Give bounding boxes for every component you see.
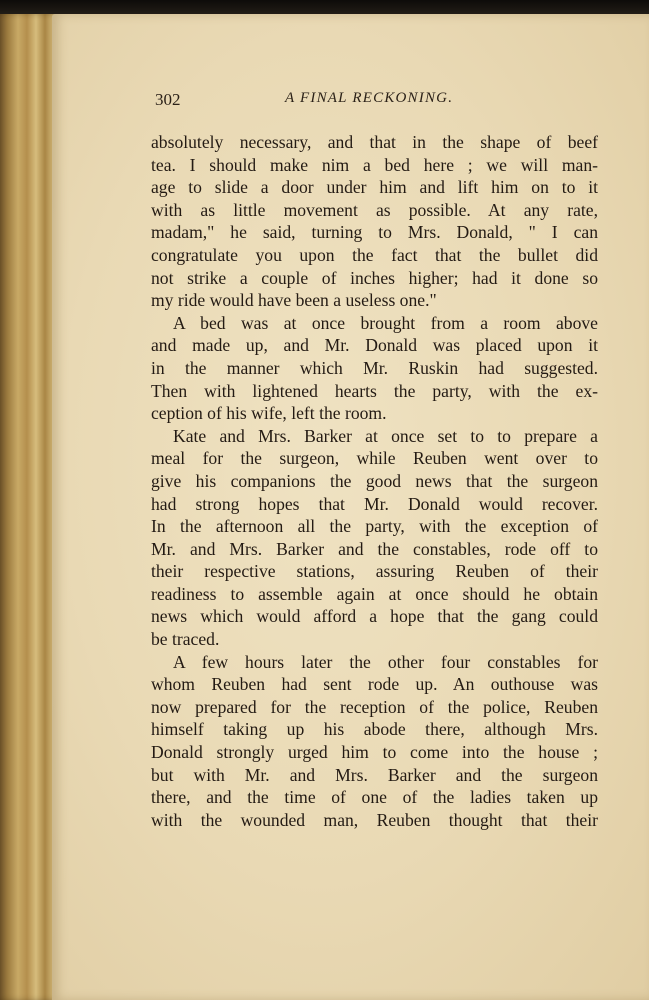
- text-line: congratulate you upon the fact that the bullet did: [151, 244, 598, 265]
- text-line: my ride would have been a useless one.": [151, 290, 437, 311]
- text-line: give his companions the good news that the surgeon: [151, 470, 598, 491]
- page-number: 302: [155, 90, 181, 109]
- text-line: there, and the time of one of the ladies taken up: [151, 787, 598, 808]
- paragraph: [151, 131, 598, 312]
- paragraph: [151, 425, 598, 651]
- text-line: readiness to assemble again at once should he obtain: [151, 583, 598, 604]
- text-line: be traced.: [151, 629, 220, 650]
- text-line: himself taking up his abode there, although Mrs.: [151, 719, 598, 740]
- text-line: now prepared for the reception of the police, Reuben: [151, 696, 598, 717]
- text-line: ception of his wife, left the room.: [151, 403, 387, 424]
- text-line: with as little movement as possible. At any rate,: [151, 199, 598, 220]
- text-line: had strong hopes that Mr. Donald would recover.: [151, 493, 598, 514]
- text-line: A few hours later the other four constables for: [173, 651, 598, 672]
- text-line: not strike a couple of inches higher; had it done so: [151, 267, 598, 288]
- text-line: age to slide a door under him and lift him on to it: [151, 177, 598, 198]
- text-line: whom Reuben had sent rode up. An outhouse was: [151, 674, 598, 695]
- text-line: their respective stations, assuring Reuben of their: [151, 561, 598, 582]
- paragraph: [151, 651, 598, 832]
- text-line: Mr. and Mrs. Barker and the constables, rode off to: [151, 538, 598, 559]
- body-text: [151, 131, 598, 831]
- text-line: tea. I should make nim a bed here ; we will man-: [151, 154, 598, 175]
- text-line: madam," he said, turning to Mrs. Donald, " I can: [151, 222, 598, 243]
- running-title: A FINAL RECKONING.: [285, 90, 454, 106]
- text-line: Kate and Mrs. Barker at once set to to prepare a: [173, 425, 598, 446]
- text-line: absolutely necessary, and that in the shape of beef: [151, 132, 598, 152]
- text-line: A bed was at once brought from a room above: [173, 312, 598, 333]
- text-line: but with Mr. and Mrs. Barker and the surgeon: [151, 764, 598, 785]
- text-line: news which would afford a hope that the gang could: [151, 606, 598, 627]
- text-line: in the manner which Mr. Ruskin had suggested.: [151, 357, 598, 378]
- book-page-edges: [0, 14, 60, 1000]
- text-line: and made up, and Mr. Donald was placed upon it: [151, 335, 598, 356]
- paragraph: [151, 312, 598, 425]
- page-header: [155, 90, 595, 114]
- text-line: In the afternoon all the party, with the exception of: [151, 516, 598, 537]
- text-line: Donald strongly urged him to come into the house ;: [151, 742, 598, 763]
- text-line: meal for the surgeon, while Reuben went over to: [151, 448, 598, 469]
- text-line: with the wounded man, Reuben thought that their: [151, 809, 598, 830]
- text-line: Then with lightened hearts the party, with the ex-: [151, 380, 598, 401]
